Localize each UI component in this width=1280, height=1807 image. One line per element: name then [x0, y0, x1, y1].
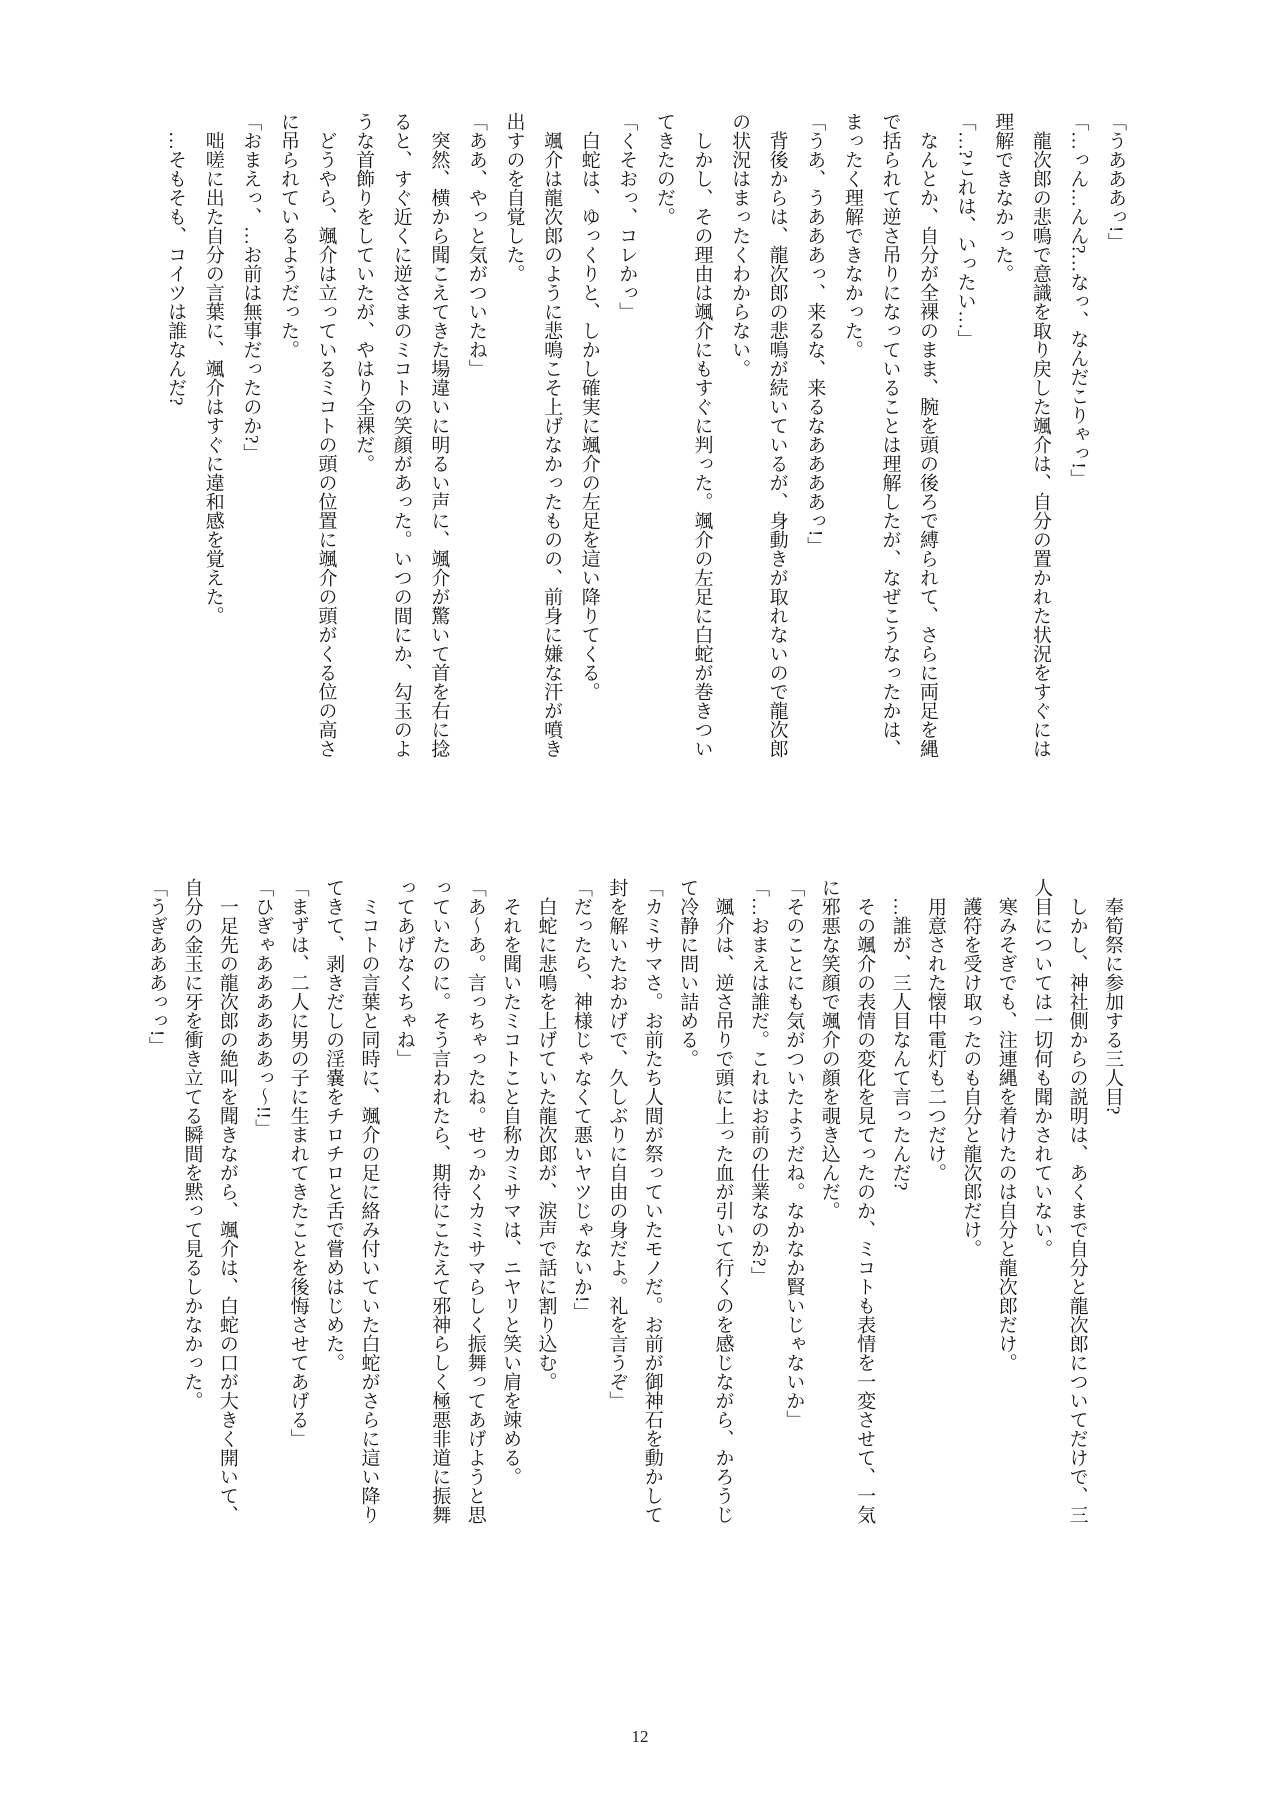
text-column: 「うあ、うあああっ、来るな、来るなああああっ!」 — [804, 112, 826, 556]
text-column: 「…っん…んん?…なっ、なんだこりゃっ!」 — [1067, 112, 1089, 488]
text-column: 「うあああっ!」 — [1105, 112, 1126, 252]
text-column: てきたのだ。 — [653, 112, 675, 226]
text-column: 理解できなかった。 — [992, 112, 1014, 283]
text-block-top — [157, 112, 1134, 772]
text-column: ってあげなくちゃね」 — [393, 878, 415, 1068]
text-column: っていたのに。そう言われたら、期待にこたえて邪神らしく極悪非道に振舞 — [429, 878, 451, 1524]
text-column: 自分の金玉に牙を衝き立てる瞬間を黙って見るしかなかった。 — [181, 878, 203, 1410]
text-column: うな首飾りをしていたが、やはり全裸だ。 — [353, 112, 375, 473]
text-column: ミコトの言葉と同時に、颯介の足に絡み付いていた白蛇がさらに這い降り — [358, 878, 380, 1524]
text-block-bottom — [139, 878, 1130, 1538]
text-column: 封を解いたおかげで、久しぶりに自由の身だよ。礼を言うぞ」 — [606, 878, 628, 1410]
text-column: まったく理解できなかった。 — [841, 112, 863, 359]
text-column: 白蛇に悲鳴を上げていた龍次郎が、涙声で話に割り込む。 — [535, 878, 557, 1391]
text-column: どうやら、颯介は立っているミコトの頭の位置に颯介の頭がくる位の高さ — [315, 112, 337, 758]
text-column: 「うぎあああっっ!」 — [146, 878, 168, 1056]
text-column: てきて、剥きだしの淫嚢をチロチロと舌で嘗めはじめた。 — [323, 878, 345, 1372]
text-column: 龍次郎の悲鳴で意識を取り戻した颯介は、自分の置かれた状況をすぐには — [1029, 112, 1051, 758]
text-column: 人目については一切何も聞かされていない。 — [1031, 878, 1053, 1258]
text-column: 用意された懐中電灯も二つだけ。 — [924, 878, 946, 1182]
text-column: 白蛇は、ゆっくりと、しかし確実に颯介の左足を這い降りてくる。 — [578, 112, 600, 701]
text-column: 突然、横から聞こえてきた場違いに明るい声に、颯介が驚いて首を右に捻 — [428, 112, 450, 758]
text-column: に吊られているようだった。 — [277, 112, 299, 359]
text-column: 颯介は、逆さ吊りで頭に上った血が引いて行くのを感じながら、かろうじ — [712, 878, 734, 1524]
text-column: …そもそも、コイツは誰なんだ? — [165, 112, 187, 406]
text-column: …誰が、三人目なんて言ったんだ? — [889, 878, 911, 1191]
text-column: で括られて逆さ吊りになっていることは理解したが、なぜこうなったかは、 — [879, 112, 901, 758]
text-column: 「ああ、やっと気がついたね」 — [465, 112, 487, 378]
text-column: 「だったら、神様じゃなくて悪いヤツじゃないか!」 — [570, 878, 592, 1322]
text-column: に邪悪な笑顔で颯介の顔を覗き込んだ。 — [818, 878, 840, 1220]
page-number: 12 — [631, 1727, 649, 1746]
text-column: 「ひぎゃああああああっ〜!!」 — [252, 878, 274, 1138]
text-column: 「…おまえは誰だ。これはお前の仕業なのか?」 — [747, 878, 769, 1286]
text-column: 背後からは、龍次郎の悲鳴が続いているが、身動きが取れないので龍次郎 — [766, 112, 788, 758]
text-column: 奉筍祭に参加する三人目? — [1102, 878, 1123, 1115]
text-column: 「おまえっ、…お前は無事だったのか?」 — [240, 112, 262, 463]
text-column: 「あ〜あ。言っちゃったね。せっかくカミサマらしく振舞ってあげようと思 — [464, 878, 486, 1524]
text-column: その颯介の表情の変化を見てったのか、ミコトも表情を一変させて、一気 — [854, 878, 876, 1524]
text-column: 「カミサマさ。お前たち人間が祭っていたモノだ。お前が御神石を動かして — [641, 878, 663, 1524]
text-column: 「…?これは、いったい…」 — [954, 112, 976, 349]
text-column: 「そのことにも気がついたようだね。なかなか賢いじゃないか」 — [783, 878, 805, 1429]
text-column: 「くそおっ、コレかっ」 — [616, 112, 638, 321]
text-column: それを聞いたミコトこと自称カミサマは、ニヤリと笑い肩を竦める。 — [500, 878, 522, 1486]
text-column: 護符を受け取ったのも自分と龍次郎だけ。 — [960, 878, 982, 1258]
text-column: 咄嗟に出た自分の言葉に、颯介はすぐに違和感を覚えた。 — [202, 112, 224, 625]
text-column: しかし、その理由は颯介にもすぐに判った。颯介の左足に白蛇が巻きつい — [691, 112, 713, 758]
text-column: なんとか、自分が全裸のまま、腕を頭の後ろで縛られて、さらに両足を縄 — [917, 112, 939, 758]
text-column: の状況はまったくわからない。 — [729, 112, 751, 378]
text-column: 颯介は龍次郎のように悲鳴こそ上げなかったものの、前身に嫌な汗が噴き — [541, 112, 563, 758]
text-column: ると、すぐ近くに逆さまのミコトの笑顔があった。いつの間にか、勾玉のよ — [390, 112, 412, 758]
text-column: 出すのを自覚した。 — [503, 112, 525, 283]
text-column: しかし、神社側からの説明は、あくまで自分と龍次郎についてだけで、三 — [1066, 878, 1088, 1524]
text-column: て冷静に問い詰める。 — [677, 878, 699, 1068]
text-column: 「まずは、二人に男の子に生まれてきたことを後悔させてあげる」 — [287, 878, 309, 1448]
text-column: 寒みそぎでも、注連縄を着けたのは自分と龍次郎だけ。 — [995, 878, 1017, 1372]
text-column: 一足先の龍次郎の絶叫を聞きながら、颯介は、白蛇の口が大きく開いて、 — [216, 878, 238, 1524]
